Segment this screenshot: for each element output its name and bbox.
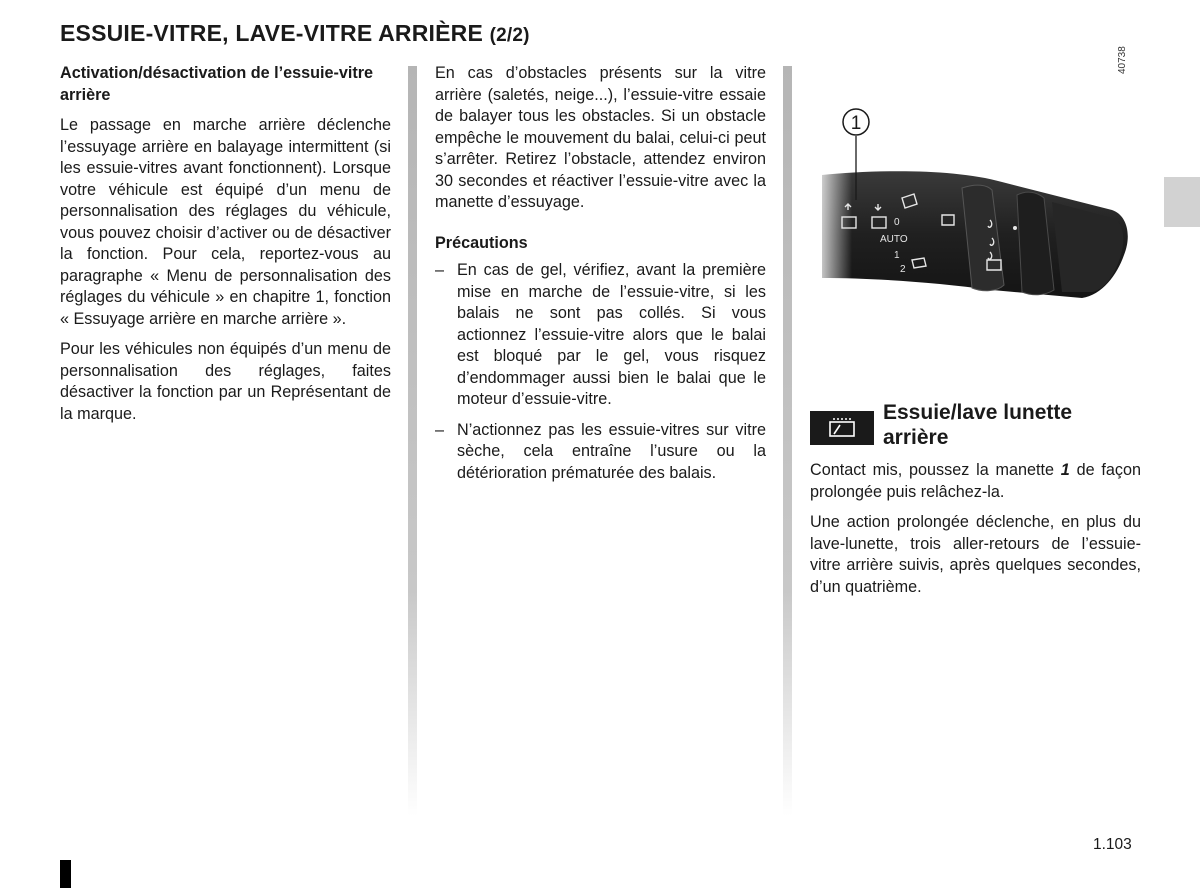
paragraph-contact-start: Contact mis, poussez la manette (810, 461, 1061, 479)
callout-number: 1 (850, 113, 862, 134)
paragraph-contact (810, 460, 1141, 503)
section-title-rear-wash: Essuie/lave lunette arrière (883, 401, 1073, 449)
corner-marker (60, 860, 71, 888)
list-item-text: En cas de gel, vérifiez, avant la première mise en marche de l’essuie-vitre, si les balais ne sont pas collés. Si vous actionnez l’essuie-vitre alors que le balai est bloqué par le gel, vous risquez d’endommager aussi bien le balai que le moteur d’essuie-vitre. (457, 261, 766, 408)
paragraph-obstacles: En cas d’obstacles présents sur la vitre arrière (saletés, neige...), l’essuie-vitre essaie de balayer tous les obstacles. Si un obstacle empêche le mouvement du balai, celui-ci peut s’arrêter. Retirez l’obstacle, attendez environ 30 secondes et réactiver l’essuie-vitre avec la manette d’essuyage. (435, 64, 766, 211)
column-separator-left (408, 66, 417, 816)
stalk-label-2: 2 (900, 264, 906, 275)
column-left (60, 63, 391, 434)
dash-bullet: – (435, 420, 445, 439)
stalk-label-auto: AUTO (880, 234, 908, 245)
paragraph-prolonged-action: Une action prolongée déclenche, en plus du lave-lunette, trois aller-retours de l’essuie-vitre arrière suivis, après quelques secondes, d’un quatrième. (810, 513, 1141, 596)
control-reference: 1 (1060, 461, 1070, 479)
precautions-heading: Précautions (435, 233, 528, 252)
list-item (435, 420, 766, 485)
precautions-list (435, 260, 766, 484)
section-header-rear-wash (810, 400, 1141, 450)
wiper-stalk-figure (812, 70, 1142, 360)
section-heading-activation: Activation/désactivation de l’essuie-vitre arrière (60, 64, 374, 104)
rear-wash-wipe-glyph (825, 417, 859, 439)
wiper-stalk-illustration (812, 70, 1142, 360)
list-item (435, 260, 766, 411)
stalk-label-0: 0 (894, 217, 900, 228)
stalk-label-1: 1 (894, 250, 900, 261)
paragraph-no-menu: Pour les véhicules non équipés d’un menu de personnalisation des réglages, faites désactiver la fonction par un Représentant de la marque. (60, 340, 391, 423)
figure-code: 40738 (1117, 46, 1128, 74)
paragraph-reverse-gear: Le passage en marche arrière déclenche l’essuyage arrière en balayage intermittent (si les essuie-vitres avant fonctionnent). Lorsque votre véhicule est équipé d’un menu de personnalisation des réglages du véhicule, vous pouvez choisir d’activer ou de désactiver la fonction. Pour cela, reportez-vous au paragraphe « Menu de personnalisation des réglages du véhicule » en chapitre 1, fonction « Essuyage arrière en marche arrière ». (60, 116, 391, 328)
page-indicator: (2/2) (489, 25, 530, 46)
list-item-text: N’actionnez pas les essuie-vitres sur vitre sèche, cela entraîne l’usure ou la détérioration prématurée des balais. (457, 420, 766, 482)
rear-wash-wipe-icon (810, 411, 874, 445)
page-title (60, 20, 530, 47)
page-number: 1.103 (1093, 836, 1132, 853)
column-middle (435, 63, 766, 493)
column-right (810, 400, 1141, 607)
dash-bullet: – (435, 261, 445, 279)
paragraph-contact-end: de façon prolongée puis relâchez-la. (810, 461, 1141, 501)
title-text: ESSUIE-VITRE, LAVE-VITRE ARRIÈRE (60, 20, 484, 46)
chapter-tab (1164, 177, 1200, 227)
column-separator-right (783, 66, 792, 816)
